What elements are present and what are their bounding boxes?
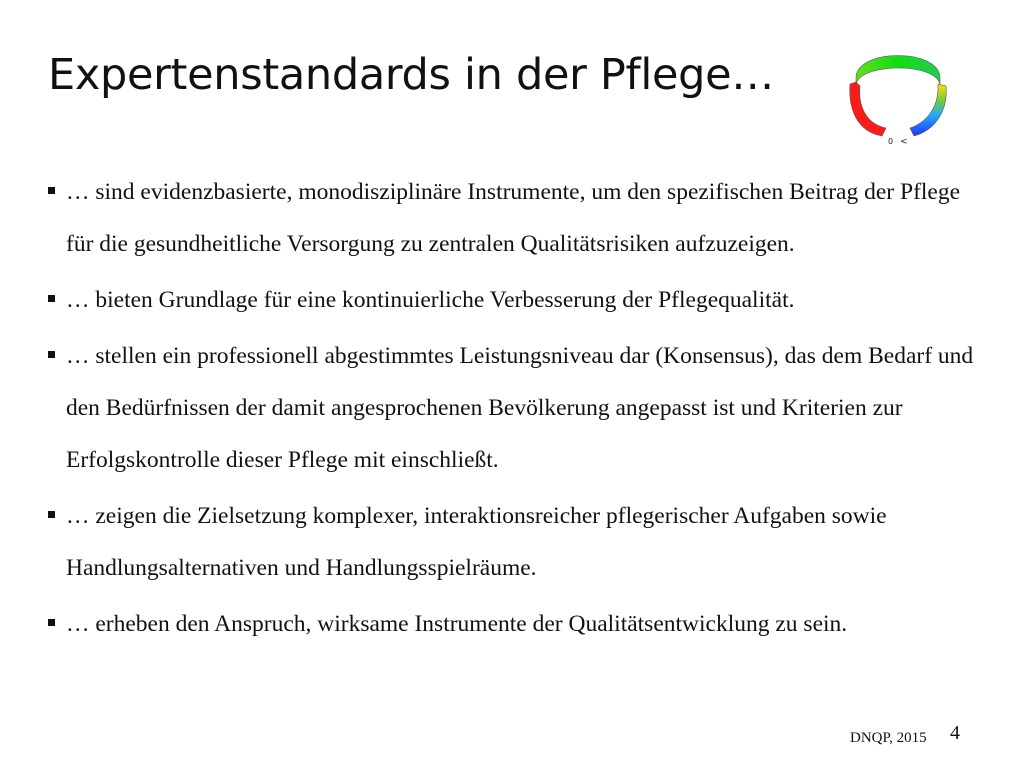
- source-citation: DNQP, 2015: [850, 730, 927, 746]
- square-bullet-icon: [48, 511, 55, 518]
- bullet-text: … erheben den Anspruch, wirksame Instrumente der Qualitätsentwicklung zu sein.: [66, 611, 848, 637]
- bullet-item: [48, 598, 978, 650]
- bullet-text: … stellen ein professionell abgestimmtes Leistungsniveau dar (Konsensus), das dem Bedarf und den Bedürfnissen der damit angesprochenen Bevölkerung angepasst ist und Kriterien zur Erfolgskontrolle dieser Pflege mit einschließt.: [66, 343, 974, 473]
- square-bullet-icon: [48, 351, 55, 358]
- svg-text:0: 0: [888, 137, 894, 146]
- bullet-list: [48, 166, 978, 654]
- circular-color-gauge-logo-icon: [842, 40, 954, 148]
- square-bullet-icon: [48, 295, 55, 302]
- bullet-item: [48, 274, 978, 326]
- bullet-text: … bieten Grundlage für eine kontinuierliche Verbesserung der Pflegequalität.: [66, 287, 795, 313]
- bullet-text: … zeigen die Zielsetzung komplexer, interaktionsreicher pflegerischer Aufgaben sowie Handlungsalternativen und Handlungsspielräume.: [66, 503, 887, 581]
- square-bullet-icon: [48, 619, 55, 626]
- bullet-text: … sind evidenzbasierte, monodisziplinäre Instrumente, um den spezifischen Beitrag der Pflege für die gesundheitliche Versorgung zu zentralen Qualitätsrisiken aufzuzeigen.: [66, 179, 961, 257]
- bullet-item: [48, 330, 978, 486]
- bullet-item: [48, 166, 978, 270]
- bullet-item: [48, 490, 978, 594]
- svg-text:<: <: [900, 137, 908, 147]
- square-bullet-icon: [48, 187, 55, 194]
- slide-title: Expertenstandards in der Pflege…: [48, 50, 774, 100]
- page-number: 4: [950, 722, 960, 744]
